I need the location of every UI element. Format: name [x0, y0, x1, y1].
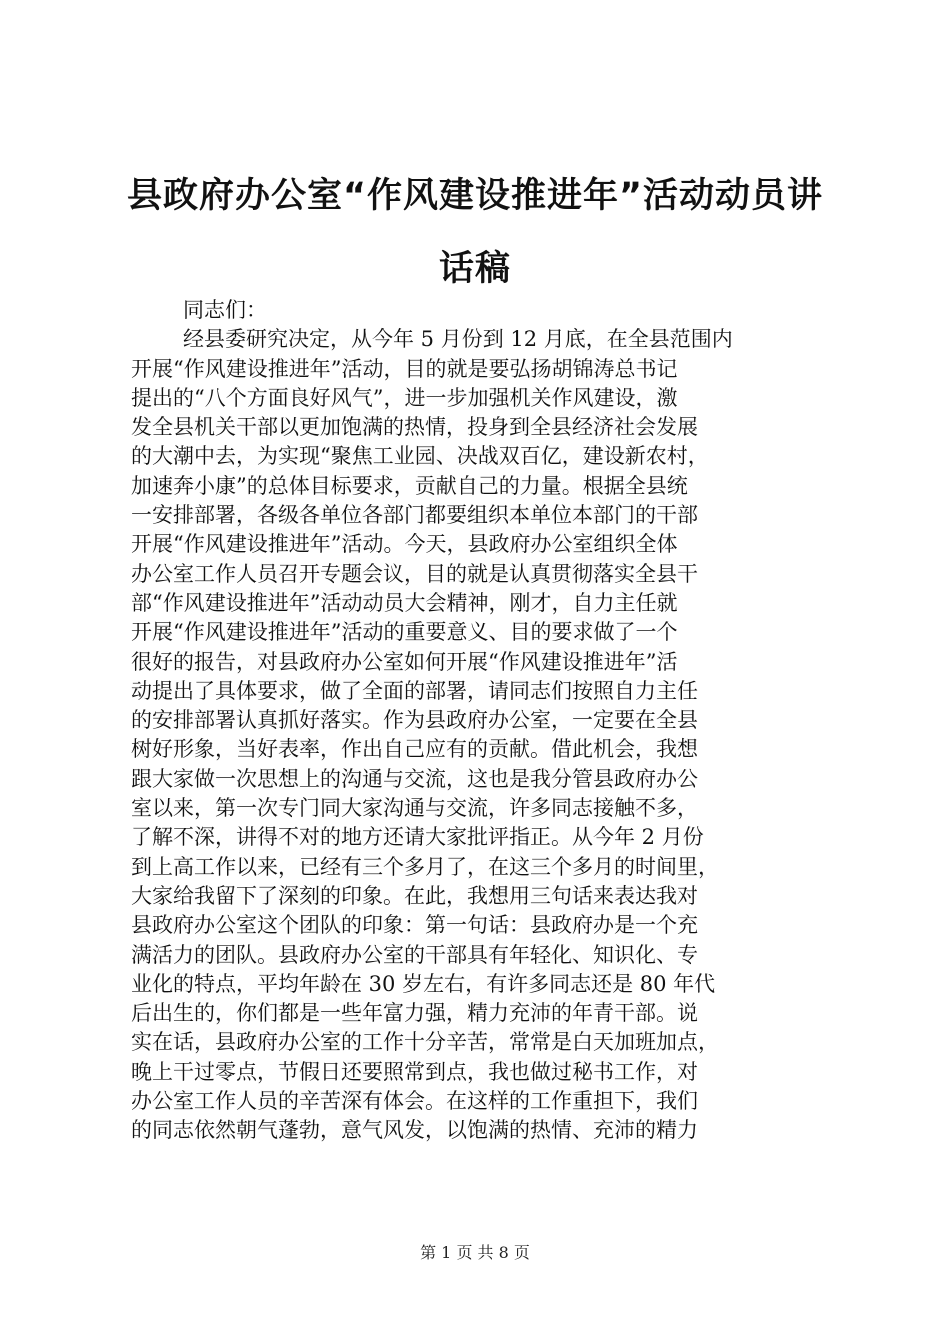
paragraph-line: 一安排部署，各级各单位各部门都要组织本单位本部门的干部	[131, 503, 698, 528]
paragraph-line: 业化的特点，平均年龄在 30 岁左右，有许多同志还是 80 年代	[131, 971, 716, 996]
paragraph-line: 开展“作风建设推进年”活动的重要意义、目的要求做了一个	[131, 620, 678, 645]
paragraph-line: 的安排部署认真抓好落实。作为县政府办公室，一定要在全县	[131, 708, 698, 733]
title-line: 话稿	[438, 249, 511, 289]
paragraph-line: 发全县机关干部以更加饱满的热情，投身到全县经济社会发展	[131, 415, 698, 440]
paragraph-line: 后出生的，你们都是一些年富力强，精力充沛的年青干部。说	[131, 1001, 698, 1026]
paragraph-line: 大家给我留下了深刻的印象。在此，我想用三句话来表达我对	[131, 883, 698, 908]
title-line: 县政府办公室“作风建设推进年”活动动员讲	[126, 176, 823, 216]
paragraph-line: 办公室工作人员的辛苦深有体会。在这样的工作重担下，我们	[131, 1089, 698, 1114]
paragraph-line: 室以来，第一次专门同大家沟通与交流，许多同志接触不多，	[131, 796, 698, 821]
paragraph-line: 县政府办公室这个团队的印象：第一句话：县政府办是一个充	[131, 913, 698, 938]
paragraph-line: 到上高工作以来，已经有三个多月了，在这三个多月的时间里，	[131, 854, 719, 879]
paragraph-line: 经县委研究决定，从今年 5 月份到 12 月底，在全县范围内	[183, 327, 733, 352]
paragraph-line: 晚上干过零点，节假日还要照常到点，我也做过秘书工作，对	[131, 1059, 698, 1084]
paragraph-line: 满活力的团队。县政府办公室的干部具有年轻化、知识化、专	[131, 942, 698, 967]
paragraph-line: 办公室工作人员召开专题会议，目的就是认真贯彻落实全县干	[131, 561, 698, 586]
paragraph-line: 树好形象，当好表率，作出自己应有的贡献。借此机会，我想	[131, 737, 698, 762]
paragraph-line: 跟大家做一次思想上的沟通与交流，这也是我分管县政府办公	[131, 766, 698, 791]
paragraph-line: 的同志依然朝气蓬勃，意气风发，以饱满的热情、充沛的精力	[131, 1118, 698, 1143]
document-body	[131, 296, 831, 1146]
paragraph-line: 实在话，县政府办公室的工作十分辛苦，常常是白天加班加点，	[131, 1030, 719, 1055]
page-number-footer: 第 1 页 共 8 页	[420, 1243, 530, 1262]
paragraph-line: 动提出了具体要求，做了全面的部署，请同志们按照自力主任	[131, 678, 698, 703]
paragraph-line: 了解不深，讲得不对的地方还请大家批评指正。从今年 2 月份	[131, 825, 704, 850]
paragraph-line: 开展“作风建设推进年”活动。今天，县政府办公室组织全体	[131, 532, 678, 557]
paragraph-line: 很好的报告，对县政府办公室如何开展“作风建设推进年”活	[131, 649, 678, 674]
paragraph-line: 的大潮中去，为实现“聚焦工业园、决战双百亿，建设新农村，	[131, 444, 709, 469]
document-title	[100, 160, 850, 306]
paragraph-line: 部“作风建设推进年”活动动员大会精神，刚才，自力主任就	[131, 590, 678, 615]
salutation: 同志们：	[183, 298, 267, 322]
paragraph-line: 提出的“八个方面良好风气”，进一步加强机关作风建设，激	[131, 385, 678, 410]
paragraph-line: 加速奔小康”的总体目标要求，贡献自己的力量。根据全县统	[131, 473, 688, 498]
paragraph-line: 开展“作风建设推进年”活动，目的就是要弘扬胡锦涛总书记	[131, 356, 678, 381]
